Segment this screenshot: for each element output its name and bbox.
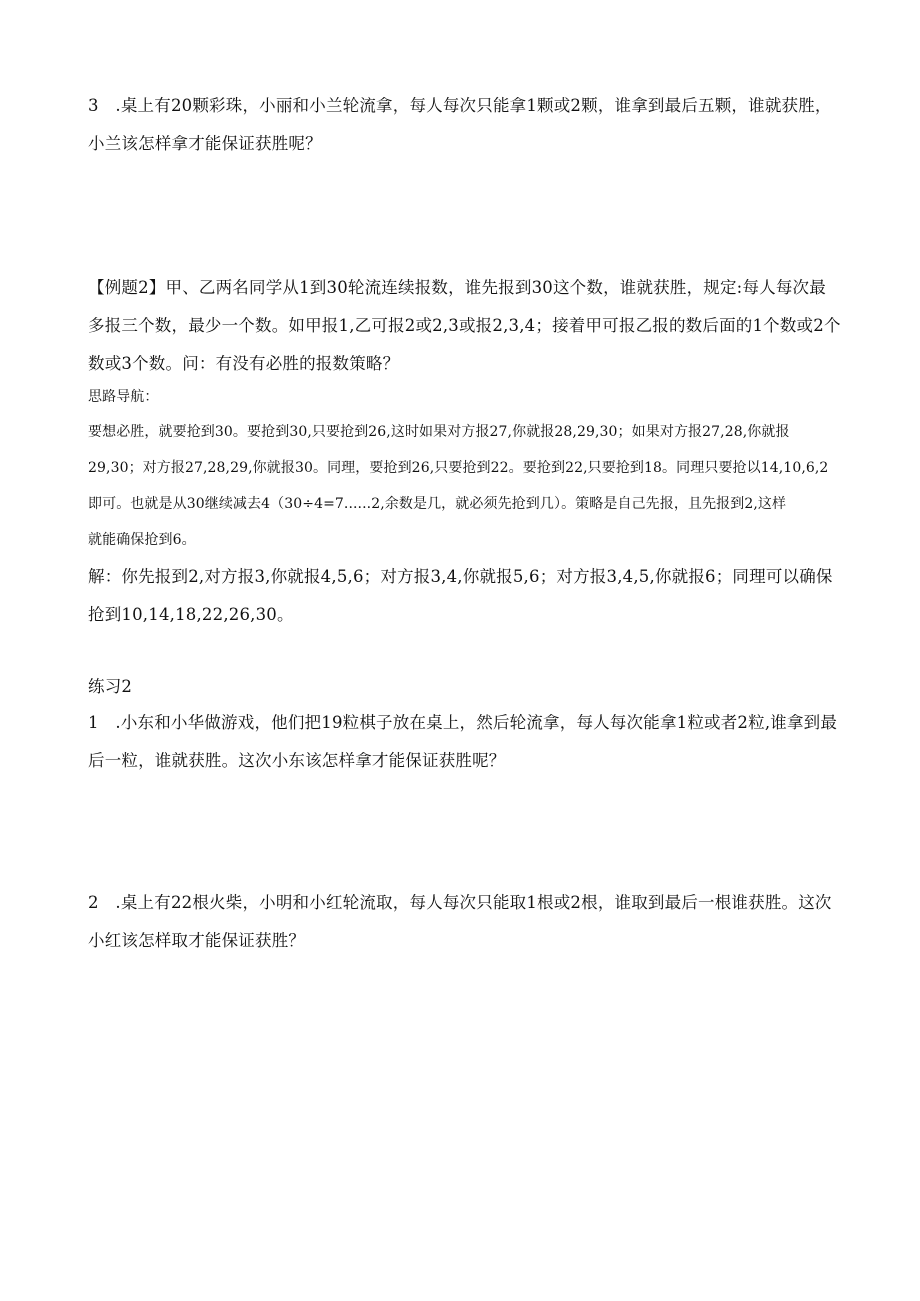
- practice-2-question-2-line-1: 2 .桌上有22根火柴，小明和小红轮流取，每人每次只能取1根或2根，谁取到最后一根谁获胜。这次: [88, 893, 832, 912]
- practice-2-heading: 练习2: [88, 677, 133, 696]
- guide-line-3: 即可。也就是从30继续减去4（30÷4=7......2,余数是几，就必须先抢到几）。策略是自己先报，且先报到2,这样: [88, 496, 787, 512]
- example-2-line-3: 数或3个数。问：有没有必胜的报数策略？: [88, 354, 400, 373]
- guide-line-2: 29,30；对方报27,28,29,你就报30。同理，要抢到26,只要抢到22。要抢到22,只要抢到18。同理只要抢以14,10,6,2: [88, 460, 829, 476]
- guide-line-1: 要想必胜，就要抢到30。要抢到30,只要抢到26,这时如果对方报27,你就报28,29,30；如果对方报27,28,你就报: [88, 424, 790, 440]
- example-2-line-1: 【例题2】甲、乙两名同学从1到30轮流连续报数，谁先报到30这个数，谁就获胜，规定:每人每次最: [88, 278, 826, 297]
- practice-2-question-2-line-2: 小红该怎样取才能保证获胜？: [88, 931, 306, 950]
- problem-3-line-2: 小兰该怎样拿才能保证获胜呢？: [88, 134, 322, 153]
- guide-heading: 思路导航：: [88, 389, 159, 405]
- example-2-line-2: 多报三个数，最少一个数。如甲报1,乙可报2或2,3或报2,3,4；接着甲可报乙报的数后面的1个数或2个: [88, 316, 841, 335]
- solution-line-2: 抢到10,14,18,22,26,30。: [88, 605, 294, 624]
- practice-2-question-1-line-2: 后一粒，谁就获胜。这次小东该怎样拿才能保证获胜呢？: [88, 751, 506, 770]
- problem-3-line-1: 3 .桌上有20颗彩珠，小丽和小兰轮流拿，每人每次只能拿1颗或2颗，谁拿到最后五颗，谁就获胜，: [88, 96, 832, 115]
- solution-line-1: 解：你先报到2,对方报3,你就报4,5,6；对方报3,4,你就报5,6；对方报3,4,5,你就报6；同理可以确保: [88, 567, 833, 586]
- practice-2-question-1-line-1: 1 .小东和小华做游戏，他们把19粒棋子放在桌上，然后轮流拿，每人每次能拿1粒或者2粒,谁拿到最: [88, 713, 838, 732]
- guide-line-4: 就能确保抢到6。: [88, 532, 196, 548]
